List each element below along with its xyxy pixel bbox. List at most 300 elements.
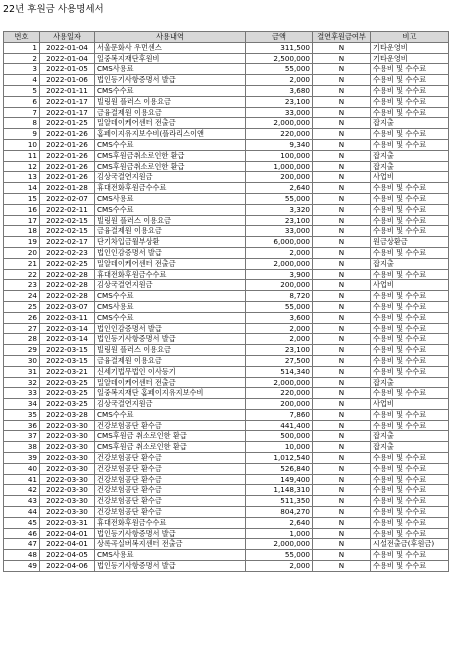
cell-no: 18 <box>4 226 40 237</box>
cell-date: 2022-03-15 <box>40 345 95 356</box>
header-cell-note: 비고 <box>371 32 449 43</box>
cell-amount: 1,012,540 <box>246 453 313 464</box>
cell-sponsorship-flag: N <box>313 129 371 140</box>
cell-description: 법인인감증명서 발급 <box>95 247 246 258</box>
cell-description: CMS수수료 <box>95 85 246 96</box>
cell-amount: 33,000 <box>246 226 313 237</box>
cell-sponsorship-flag: N <box>313 258 371 269</box>
cell-description: 빌링원 플러스 이용요금 <box>95 96 246 107</box>
cell-date: 2022-01-05 <box>40 64 95 75</box>
cell-no: 49 <box>4 561 40 572</box>
cell-date: 2022-02-28 <box>40 280 95 291</box>
cell-date: 2022-01-06 <box>40 75 95 86</box>
cell-note: 잡지출 <box>371 377 449 388</box>
cell-no: 32 <box>4 377 40 388</box>
cell-no: 7 <box>4 107 40 118</box>
cell-date: 2022-04-05 <box>40 550 95 561</box>
table-row <box>4 388 449 399</box>
cell-description: CMS후원금 취소로인한 환급 <box>95 442 246 453</box>
cell-date: 2022-01-26 <box>40 161 95 172</box>
cell-note: 수용비 및 수수료 <box>371 75 449 86</box>
table-row <box>4 226 449 237</box>
cell-note: 수용비 및 수수료 <box>371 193 449 204</box>
table-row <box>4 561 449 572</box>
table-row <box>4 150 449 161</box>
cell-description: 김상국결연지원금 <box>95 280 246 291</box>
cell-no: 40 <box>4 463 40 474</box>
header-row <box>4 32 449 43</box>
cell-note: 수용비 및 수수료 <box>371 561 449 572</box>
cell-sponsorship-flag: N <box>313 507 371 518</box>
header-cell-sponsorship-flag: 결연후원금여부 <box>313 32 371 43</box>
cell-date: 2022-02-15 <box>40 226 95 237</box>
cell-sponsorship-flag: N <box>313 420 371 431</box>
cell-no: 2 <box>4 53 40 64</box>
cell-no: 34 <box>4 399 40 410</box>
cell-date: 2022-01-26 <box>40 139 95 150</box>
cell-no: 8 <box>4 118 40 129</box>
cell-sponsorship-flag: N <box>313 377 371 388</box>
cell-sponsorship-flag: N <box>313 139 371 150</box>
cell-amount: 2,500,000 <box>246 53 313 64</box>
cell-date: 2022-02-28 <box>40 269 95 280</box>
cell-description: CMS사용료 <box>95 193 246 204</box>
cell-sponsorship-flag: N <box>313 291 371 302</box>
cell-note: 수용비 및 수수료 <box>371 550 449 561</box>
cell-amount: 10,000 <box>246 442 313 453</box>
table-row <box>4 355 449 366</box>
table-row <box>4 507 449 518</box>
cell-sponsorship-flag: N <box>313 96 371 107</box>
cell-description: 휴대전화후원금수수료 <box>95 183 246 194</box>
cell-date: 2022-02-23 <box>40 247 95 258</box>
cell-amount: 500,000 <box>246 431 313 442</box>
cell-sponsorship-flag: N <box>313 75 371 86</box>
cell-amount: 55,000 <box>246 193 313 204</box>
cell-date: 2022-03-30 <box>40 485 95 496</box>
table-body <box>4 42 449 571</box>
table-row <box>4 75 449 86</box>
cell-description: 상록곡실버복지센터 전출금 <box>95 539 246 550</box>
cell-no: 25 <box>4 301 40 312</box>
cell-amount: 23,100 <box>246 345 313 356</box>
cell-note: 수용비 및 수수료 <box>371 64 449 75</box>
cell-sponsorship-flag: N <box>313 561 371 572</box>
cell-sponsorship-flag: N <box>313 528 371 539</box>
cell-description: CMS수수료 <box>95 139 246 150</box>
cell-description: 밀알데이케어센터 전출금 <box>95 118 246 129</box>
cell-no: 31 <box>4 366 40 377</box>
cell-date: 2022-03-28 <box>40 409 95 420</box>
cell-description: 빌링원 플러스 이용요금 <box>95 345 246 356</box>
cell-note: 잡지출 <box>371 442 449 453</box>
cell-note: 수용비 및 수수료 <box>371 409 449 420</box>
cell-note: 잡지출 <box>371 118 449 129</box>
cell-no: 41 <box>4 474 40 485</box>
cell-no: 5 <box>4 85 40 96</box>
cell-sponsorship-flag: N <box>313 53 371 64</box>
cell-description: 건강보험공단 환수금 <box>95 453 246 464</box>
cell-date: 2022-01-26 <box>40 129 95 140</box>
cell-amount: 9,340 <box>246 139 313 150</box>
cell-note: 수용비 및 수수료 <box>371 247 449 258</box>
cell-amount: 3,320 <box>246 204 313 215</box>
cell-no: 30 <box>4 355 40 366</box>
cell-date: 2022-02-15 <box>40 215 95 226</box>
cell-note: 사업비 <box>371 172 449 183</box>
cell-amount: 2,000,000 <box>246 118 313 129</box>
cell-note: 수용비 및 수수료 <box>371 485 449 496</box>
cell-amount: 511,350 <box>246 496 313 507</box>
cell-description: 법인인감증명서 발급 <box>95 323 246 334</box>
cell-note: 수용비 및 수수료 <box>371 183 449 194</box>
table-row <box>4 431 449 442</box>
table-row <box>4 96 449 107</box>
cell-date: 2022-03-11 <box>40 312 95 323</box>
table-row <box>4 193 449 204</box>
cell-amount: 1,000,000 <box>246 161 313 172</box>
cell-no: 38 <box>4 442 40 453</box>
cell-no: 3 <box>4 64 40 75</box>
cell-no: 12 <box>4 161 40 172</box>
cell-date: 2022-03-25 <box>40 399 95 410</box>
cell-description: 서울문화사 우먼센스 <box>95 42 246 53</box>
cell-date: 2022-03-30 <box>40 496 95 507</box>
cell-description: 금융결제원 이용요금 <box>95 226 246 237</box>
cell-date: 2022-03-30 <box>40 442 95 453</box>
cell-description: CMS사용료 <box>95 301 246 312</box>
cell-note: 수용비 및 수수료 <box>371 334 449 345</box>
cell-no: 37 <box>4 431 40 442</box>
cell-description: 일중복지재단후원비 <box>95 53 246 64</box>
table-row <box>4 485 449 496</box>
cell-amount: 149,400 <box>246 474 313 485</box>
cell-note: 수용비 및 수수료 <box>371 139 449 150</box>
cell-amount: 441,400 <box>246 420 313 431</box>
table-row <box>4 237 449 248</box>
cell-amount: 200,000 <box>246 172 313 183</box>
cell-description: CMS사용료 <box>95 64 246 75</box>
cell-description: CMS수수료 <box>95 204 246 215</box>
cell-no: 6 <box>4 96 40 107</box>
cell-no: 28 <box>4 334 40 345</box>
table-row <box>4 301 449 312</box>
cell-note: 수용비 및 수수료 <box>371 517 449 528</box>
table-row <box>4 258 449 269</box>
cell-sponsorship-flag: N <box>313 463 371 474</box>
table-row <box>4 366 449 377</box>
cell-date: 2022-01-04 <box>40 42 95 53</box>
cell-no: 43 <box>4 496 40 507</box>
cell-note: 시설전출금(후원금) <box>371 539 449 550</box>
table-row <box>4 129 449 140</box>
cell-sponsorship-flag: N <box>313 539 371 550</box>
cell-date: 2022-04-01 <box>40 528 95 539</box>
cell-sponsorship-flag: N <box>313 388 371 399</box>
cell-description: CMS후원금취소로인한 환급 <box>95 161 246 172</box>
cell-no: 17 <box>4 215 40 226</box>
table-row <box>4 118 449 129</box>
cell-no: 27 <box>4 323 40 334</box>
cell-note: 사업비 <box>371 399 449 410</box>
cell-amount: 2,000,000 <box>246 377 313 388</box>
cell-amount: 200,000 <box>246 280 313 291</box>
cell-date: 2022-03-14 <box>40 334 95 345</box>
cell-date: 2022-02-25 <box>40 258 95 269</box>
cell-amount: 220,000 <box>246 129 313 140</box>
cell-amount: 2,000,000 <box>246 539 313 550</box>
cell-date: 2022-04-06 <box>40 561 95 572</box>
cell-description: 휴대전화후원금수수료 <box>95 269 246 280</box>
cell-no: 9 <box>4 129 40 140</box>
cell-amount: 2,000 <box>246 323 313 334</box>
cell-description: 건강보험공단 환수금 <box>95 463 246 474</box>
cell-date: 2022-03-21 <box>40 366 95 377</box>
cell-no: 13 <box>4 172 40 183</box>
cell-description: CMS후원금 취소로인한 환급 <box>95 431 246 442</box>
cell-sponsorship-flag: N <box>313 161 371 172</box>
cell-sponsorship-flag: N <box>313 118 371 129</box>
cell-sponsorship-flag: N <box>313 172 371 183</box>
cell-sponsorship-flag: N <box>313 334 371 345</box>
table-row <box>4 399 449 410</box>
cell-sponsorship-flag: N <box>313 280 371 291</box>
cell-amount: 2,000 <box>246 247 313 258</box>
cell-sponsorship-flag: N <box>313 442 371 453</box>
cell-date: 2022-03-30 <box>40 507 95 518</box>
cell-date: 2022-01-11 <box>40 85 95 96</box>
header-cell-amount: 금액 <box>246 32 313 43</box>
cell-date: 2022-03-25 <box>40 388 95 399</box>
cell-no: 15 <box>4 193 40 204</box>
cell-date: 2022-01-26 <box>40 150 95 161</box>
cell-description: 법인등기사항증명서 발급 <box>95 75 246 86</box>
table-row <box>4 550 449 561</box>
cell-sponsorship-flag: N <box>313 517 371 528</box>
cell-note: 기타운영비 <box>371 53 449 64</box>
cell-sponsorship-flag: N <box>313 323 371 334</box>
cell-no: 20 <box>4 247 40 258</box>
cell-date: 2022-02-17 <box>40 237 95 248</box>
cell-amount: 514,340 <box>246 366 313 377</box>
cell-sponsorship-flag: N <box>313 42 371 53</box>
cell-date: 2022-03-25 <box>40 377 95 388</box>
cell-sponsorship-flag: N <box>313 366 371 377</box>
cell-note: 수용비 및 수수료 <box>371 312 449 323</box>
cell-no: 19 <box>4 237 40 248</box>
cell-amount: 2,000 <box>246 334 313 345</box>
cell-amount: 804,270 <box>246 507 313 518</box>
cell-amount: 55,000 <box>246 64 313 75</box>
cell-sponsorship-flag: N <box>313 550 371 561</box>
table-row <box>4 463 449 474</box>
cell-date: 2022-03-30 <box>40 431 95 442</box>
cell-sponsorship-flag: N <box>313 474 371 485</box>
table-row <box>4 474 449 485</box>
cell-sponsorship-flag: N <box>313 301 371 312</box>
cell-date: 2022-03-14 <box>40 323 95 334</box>
header-cell-no: 번호 <box>4 32 40 43</box>
cell-date: 2022-02-28 <box>40 291 95 302</box>
cell-no: 33 <box>4 388 40 399</box>
cell-no: 42 <box>4 485 40 496</box>
cell-no: 39 <box>4 453 40 464</box>
cell-note: 수용비 및 수수료 <box>371 345 449 356</box>
cell-amount: 1,000 <box>246 528 313 539</box>
cell-description: 빌링원 플러스 이용요금 <box>95 215 246 226</box>
cell-description: 밀알데이케어센터 전출금 <box>95 377 246 388</box>
cell-amount: 100,000 <box>246 150 313 161</box>
cell-note: 수용비 및 수수료 <box>371 420 449 431</box>
cell-sponsorship-flag: N <box>313 453 371 464</box>
table-row <box>4 453 449 464</box>
cell-description: CMS수수료 <box>95 409 246 420</box>
cell-description: 홈페이지유지보수비(플라리스이앤 <box>95 129 246 140</box>
cell-sponsorship-flag: N <box>313 247 371 258</box>
cell-date: 2022-01-26 <box>40 172 95 183</box>
cell-sponsorship-flag: N <box>313 355 371 366</box>
cell-sponsorship-flag: N <box>313 399 371 410</box>
cell-amount: 3,600 <box>246 312 313 323</box>
cell-description: 일중복지재단 홈페이지유지보수비 <box>95 388 246 399</box>
cell-no: 45 <box>4 517 40 528</box>
table-row <box>4 53 449 64</box>
table-row <box>4 247 449 258</box>
table-row <box>4 204 449 215</box>
cell-description: 법인등기사항증명서 발급 <box>95 528 246 539</box>
page-title: 22년 후원금 사용명세서 <box>3 4 104 15</box>
cell-no: 24 <box>4 291 40 302</box>
cell-no: 48 <box>4 550 40 561</box>
cell-note: 사업비 <box>371 280 449 291</box>
cell-date: 2022-01-17 <box>40 96 95 107</box>
cell-date: 2022-01-17 <box>40 107 95 118</box>
table-row <box>4 107 449 118</box>
cell-description: 건강보험공단 환수금 <box>95 496 246 507</box>
cell-amount: 7,860 <box>246 409 313 420</box>
cell-amount: 220,000 <box>246 388 313 399</box>
cell-description: CMS후원금취소로인한 환급 <box>95 150 246 161</box>
cell-amount: 8,720 <box>246 291 313 302</box>
cell-date: 2022-04-01 <box>40 539 95 550</box>
cell-note: 잡지출 <box>371 161 449 172</box>
cell-sponsorship-flag: N <box>313 183 371 194</box>
cell-description: 밀알데이케어센터 전출금 <box>95 258 246 269</box>
cell-amount: 55,000 <box>246 550 313 561</box>
cell-note: 수용비 및 수수료 <box>371 226 449 237</box>
cell-no: 14 <box>4 183 40 194</box>
cell-sponsorship-flag: N <box>313 269 371 280</box>
cell-no: 4 <box>4 75 40 86</box>
table-row <box>4 291 449 302</box>
cell-note: 수용비 및 수수료 <box>371 301 449 312</box>
cell-date: 2022-01-04 <box>40 53 95 64</box>
table-row <box>4 420 449 431</box>
cell-note: 수용비 및 수수료 <box>371 388 449 399</box>
cell-sponsorship-flag: N <box>313 150 371 161</box>
cell-note: 수용비 및 수수료 <box>371 96 449 107</box>
cell-amount: 311,500 <box>246 42 313 53</box>
table-row <box>4 312 449 323</box>
cell-description: 법인등기사항증명서 발급 <box>95 561 246 572</box>
cell-description: CMS수수료 <box>95 312 246 323</box>
cell-description: 건강보험공단 환수금 <box>95 485 246 496</box>
cell-description: CMS수수료 <box>95 291 246 302</box>
cell-note: 수용비 및 수수료 <box>371 453 449 464</box>
cell-description: 김상국결연지원금 <box>95 399 246 410</box>
cell-amount: 55,000 <box>246 301 313 312</box>
cell-no: 1 <box>4 42 40 53</box>
cell-sponsorship-flag: N <box>313 485 371 496</box>
table-row <box>4 64 449 75</box>
cell-note: 수용비 및 수수료 <box>371 269 449 280</box>
cell-amount: 27,500 <box>246 355 313 366</box>
table-row <box>4 323 449 334</box>
table-row <box>4 442 449 453</box>
table-row <box>4 334 449 345</box>
cell-no: 46 <box>4 528 40 539</box>
cell-sponsorship-flag: N <box>313 107 371 118</box>
cell-no: 21 <box>4 258 40 269</box>
cell-no: 16 <box>4 204 40 215</box>
cell-amount: 2,000 <box>246 561 313 572</box>
table-row <box>4 183 449 194</box>
cell-description: 신세기법무법인 이사등기 <box>95 366 246 377</box>
cell-sponsorship-flag: N <box>313 496 371 507</box>
table-row <box>4 528 449 539</box>
table-row <box>4 215 449 226</box>
cell-amount: 2,640 <box>246 183 313 194</box>
cell-note: 수용비 및 수수료 <box>371 474 449 485</box>
table-row <box>4 280 449 291</box>
table-row <box>4 345 449 356</box>
cell-description: CMS사용료 <box>95 550 246 561</box>
cell-note: 수용비 및 수수료 <box>371 291 449 302</box>
cell-sponsorship-flag: N <box>313 312 371 323</box>
cell-description: 단기차입금월부상환 <box>95 237 246 248</box>
expense-table <box>3 31 449 572</box>
table-row <box>4 139 449 150</box>
cell-sponsorship-flag: N <box>313 85 371 96</box>
cell-date: 2022-03-31 <box>40 517 95 528</box>
cell-note: 원금상환금 <box>371 237 449 248</box>
cell-date: 2022-03-30 <box>40 463 95 474</box>
cell-sponsorship-flag: N <box>313 215 371 226</box>
cell-no: 36 <box>4 420 40 431</box>
cell-no: 29 <box>4 345 40 356</box>
cell-no: 44 <box>4 507 40 518</box>
cell-note: 수용비 및 수수료 <box>371 204 449 215</box>
cell-amount: 1,148,310 <box>246 485 313 496</box>
cell-date: 2022-02-07 <box>40 193 95 204</box>
cell-sponsorship-flag: N <box>313 409 371 420</box>
table-row <box>4 517 449 528</box>
cell-note: 수용비 및 수수료 <box>371 507 449 518</box>
cell-note: 수용비 및 수수료 <box>371 463 449 474</box>
cell-note: 잡지출 <box>371 258 449 269</box>
cell-no: 26 <box>4 312 40 323</box>
cell-no: 11 <box>4 150 40 161</box>
table-row <box>4 269 449 280</box>
cell-description: 금융결제원 이용요금 <box>95 107 246 118</box>
cell-amount: 2,000,000 <box>246 258 313 269</box>
cell-date: 2022-03-30 <box>40 420 95 431</box>
cell-description: 금융결제원 이용요금 <box>95 355 246 366</box>
cell-date: 2022-01-25 <box>40 118 95 129</box>
cell-note: 수용비 및 수수료 <box>371 107 449 118</box>
cell-description: 법인등기사항증명서 발급 <box>95 334 246 345</box>
cell-note: 잡지출 <box>371 431 449 442</box>
